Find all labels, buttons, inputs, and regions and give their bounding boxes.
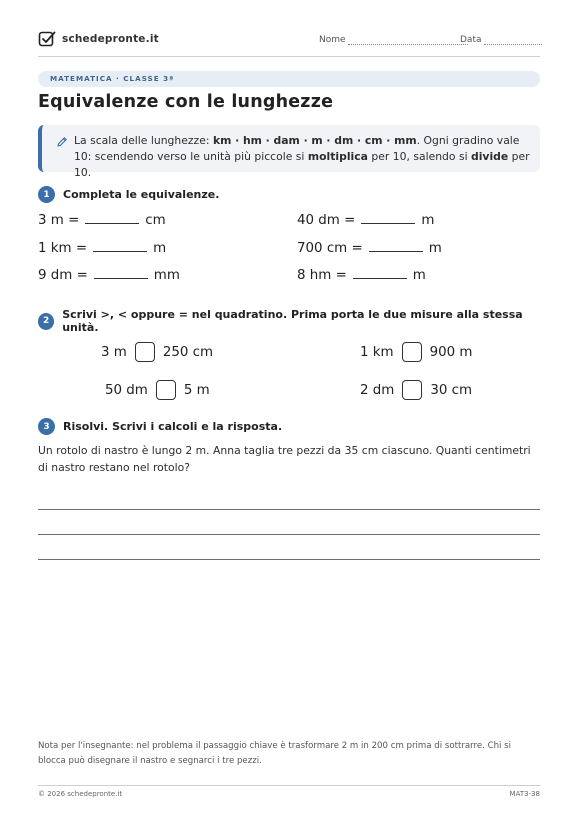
- exercise-2-heading: [38, 308, 540, 334]
- comparison-item: [360, 342, 472, 362]
- logo: [38, 30, 159, 48]
- equivalence-unit: cm: [145, 213, 166, 228]
- equivalence-unit: m: [153, 241, 167, 256]
- exercise-number: 2: [38, 313, 54, 330]
- date-field: [460, 35, 542, 45]
- date-label: Data: [460, 35, 482, 45]
- equivalence-unit: m: [421, 213, 435, 228]
- comparison-box[interactable]: [402, 342, 422, 362]
- unit-scale: km · hm · dam · m · dm · cm · mm: [212, 134, 417, 147]
- answer-line[interactable]: [38, 559, 540, 560]
- info-end: per 10.: [74, 150, 530, 179]
- measure-a: 2 dm: [360, 382, 395, 398]
- exercise-1-heading: [38, 186, 219, 203]
- equivalence-left: 9 dm =: [38, 268, 88, 283]
- measure-b: 250 cm: [162, 344, 214, 360]
- pencil-icon: [56, 136, 68, 148]
- info-text: [74, 133, 536, 181]
- name-line: [348, 35, 468, 45]
- sheet-code: MAT3-38: [509, 790, 540, 798]
- keyword-divide: divide: [471, 150, 509, 163]
- teacher-note: Nota per l'insegnante: nel problema il passaggio chiave è trasformare 2 m in 200 cm prima di sottrarre. Chi si blocca può disegnare il nastro e segnarci i tre pezzi.: [38, 741, 512, 766]
- copyright: © 2026 schedepronte.it: [38, 790, 123, 798]
- exercise-3-heading: [38, 418, 282, 435]
- equivalence-left: 3 m =: [38, 213, 80, 228]
- page-title: Equivalenze con le lunghezze: [38, 92, 334, 112]
- word-problem: Un rotolo di nastro è lungo 2 m. Anna taglia tre pezzi da 35 cm ciascuno. Quanti centimetri di nastro restano nel rotolo?: [38, 444, 531, 474]
- exercise-number: 3: [38, 418, 55, 435]
- keyword-multiply: moltiplica: [307, 150, 368, 163]
- equivalence-item: [38, 241, 166, 256]
- measure-a: 1 km: [360, 344, 394, 360]
- exercise-title: Scrivi >, < oppure = nel quadratino. Prima porta le due misure alla stessa unità.: [62, 308, 523, 334]
- measure-a: 50 dm: [105, 382, 148, 398]
- site-name: schedepronte.it: [62, 33, 159, 45]
- name-label: Nome: [319, 35, 346, 45]
- exercise-number: 1: [38, 186, 55, 203]
- comparison-item: [105, 380, 210, 400]
- equivalence-item: [297, 213, 434, 228]
- equivalence-left: 40 dm =: [297, 213, 356, 228]
- equivalence-item: [38, 213, 166, 228]
- equivalence-item: [297, 268, 426, 283]
- info-intro: La scala delle lunghezze:: [74, 134, 213, 147]
- exercise-title: Risolvi. Scrivi i calcoli e la risposta.: [63, 420, 283, 433]
- answer-line[interactable]: [38, 509, 540, 510]
- exercise-title: Completa le equivalenze.: [63, 188, 220, 201]
- equivalence-unit: mm: [153, 268, 180, 283]
- equivalence-item: [38, 268, 180, 283]
- answer-blank[interactable]: [361, 213, 415, 224]
- equivalence-left: 700 cm =: [297, 241, 363, 256]
- name-field: [319, 35, 468, 45]
- date-line: [484, 35, 542, 45]
- info-box: [38, 125, 540, 179]
- comparison-item: [101, 342, 213, 362]
- comparison-box[interactable]: [402, 380, 422, 400]
- equivalence-left: 1 km =: [38, 241, 88, 256]
- answer-blank[interactable]: [93, 241, 147, 252]
- info-rule-2: per 10, salendo si: [367, 150, 471, 163]
- answer-blank[interactable]: [85, 213, 139, 224]
- info-rule-1: . Ogni gradino vale 10: scendendo verso le unità più piccole si: [74, 134, 520, 163]
- equivalence-left: 8 hm =: [297, 268, 347, 283]
- comparison-box[interactable]: [135, 342, 155, 362]
- equivalence-unit: m: [428, 241, 442, 256]
- comparison-item: [360, 380, 472, 400]
- measure-a: 3 m: [101, 344, 127, 360]
- checkbox-logo-icon: [38, 30, 56, 48]
- worksheet-page: [38, 0, 540, 819]
- answer-line[interactable]: [38, 534, 540, 535]
- measure-b: 30 cm: [430, 382, 473, 398]
- comparison-box[interactable]: [156, 380, 176, 400]
- answer-blank[interactable]: [369, 241, 423, 252]
- subject-badge: [38, 71, 540, 87]
- header-divider: [38, 56, 540, 57]
- equivalence-item: [297, 241, 442, 256]
- header: [38, 30, 540, 52]
- equivalence-unit: m: [412, 268, 426, 283]
- measure-b: 900 m: [429, 344, 473, 360]
- answer-blank[interactable]: [94, 268, 148, 279]
- subject-label: MATEMATICA · CLASSE 3ª: [50, 74, 175, 83]
- measure-b: 5 m: [183, 382, 210, 398]
- footer-divider: [38, 785, 540, 786]
- answer-blank[interactable]: [353, 268, 407, 279]
